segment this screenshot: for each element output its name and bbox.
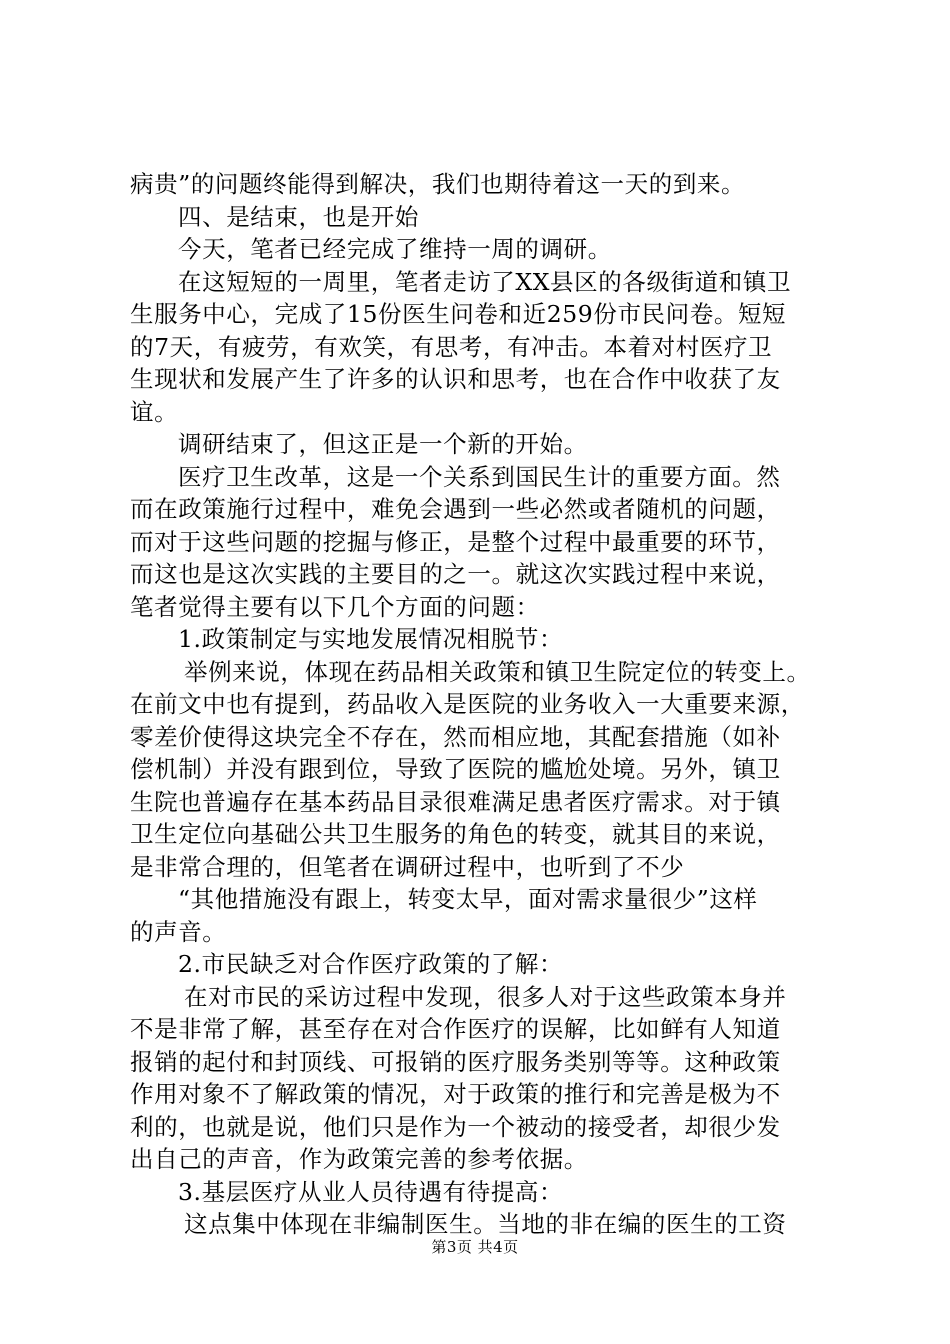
text-line: “其他措施没有跟上，转变太早，面对需求量很少”这样 xyxy=(178,885,758,913)
text-line: 而对于这些问题的挖掘与修正，是整个过程中最重要的环节， xyxy=(130,527,781,556)
text-line: 笔者觉得主要有以下几个方面的问题： xyxy=(130,592,540,621)
text-line: 今天，笔者已经完成了维持一周的调研。 xyxy=(178,235,612,263)
text-line: 生院也普遍存在基本药品目录很难满足患者医疗需求。对于镇 xyxy=(130,787,781,816)
text-line: 这点集中体现在非编制医生。当地的非在编的医生的工资 xyxy=(184,1210,787,1238)
text-line: 在这短短的一周里，笔者走访了XX县区的各级街道和镇卫 xyxy=(178,267,792,296)
document-body xyxy=(130,168,830,1241)
section-heading: 四、是结束，也是开始 xyxy=(178,202,419,231)
text-line: 而这也是这次实践的主要目的之一。就这次实践过程中来说， xyxy=(130,560,781,588)
page-number: 第3页 共4页 xyxy=(431,1238,519,1256)
list-heading: 2.市民缺乏对合作医疗政策的了解： xyxy=(178,950,564,978)
text-line: 生现状和发展产生了许多的认识和思考，也在合作中收获了友 xyxy=(130,365,781,393)
text-line: 医疗卫生改革，这是一个关系到国民生计的重要方面。然 xyxy=(178,462,781,491)
text-line: 作用对象不了解政策的情况，对于政策的推行和完善是极为不 xyxy=(130,1080,781,1108)
list-heading: 1.政策制定与实地发展情况相脱节： xyxy=(178,625,564,653)
text-line: 调研结束了，但这正是一个新的开始。 xyxy=(178,430,588,458)
text-line: 出自己的声音，作为政策完善的参考依据。 xyxy=(130,1145,588,1173)
text-line: 谊。 xyxy=(130,397,179,426)
text-line: 生服务中心，完成了15份医生问卷和近259份市民问卷。短短 xyxy=(130,300,787,328)
page-footer xyxy=(0,1236,950,1257)
text-line: 不是非常了解，甚至存在对合作医疗的误解，比如鲜有人知道 xyxy=(130,1015,781,1043)
text-line: 的7天，有疲劳，有欢笑，有思考，有冲击。本着对村医疗卫 xyxy=(130,332,773,361)
text-line: 零差价使得这块完全不存在，然而相应地，其配套措施（如补 xyxy=(130,722,781,751)
text-line: 在对市民的采访过程中发现，很多人对于这些政策本身并 xyxy=(184,982,787,1011)
text-line: 举例来说，体现在药品相关政策和镇卫生院定位的转变上。 xyxy=(184,657,811,686)
text-line: 偿机制）并没有跟到位，导致了医院的尴尬处境。另外，镇卫 xyxy=(130,755,781,783)
text-line: 报销的起付和封顶线、可报销的医疗服务类别等等。这种政策 xyxy=(130,1047,781,1076)
text-line: 卫生定位向基础公共卫生服务的角色的转变，就其目的来说， xyxy=(130,820,781,848)
text-line: 病贵”的问题终能得到解决，我们也期待着这一天的到来。 xyxy=(130,170,746,198)
text-line: 是非常合理的，但笔者在调研过程中，也听到了不少 xyxy=(130,852,685,881)
text-line: 利的，也就是说，他们只是作为一个被动的接受者，却很少发 xyxy=(130,1112,781,1141)
text-line: 的声音。 xyxy=(130,917,227,946)
text-line: 在前文中也有提到，药品收入是医院的业务收入一大重要来源， xyxy=(130,690,805,718)
text-line: 而在政策施行过程中，难免会遇到一些必然或者随机的问题， xyxy=(130,495,781,523)
list-heading: 3.基层医疗从业人员待遇有待提高： xyxy=(178,1177,564,1206)
